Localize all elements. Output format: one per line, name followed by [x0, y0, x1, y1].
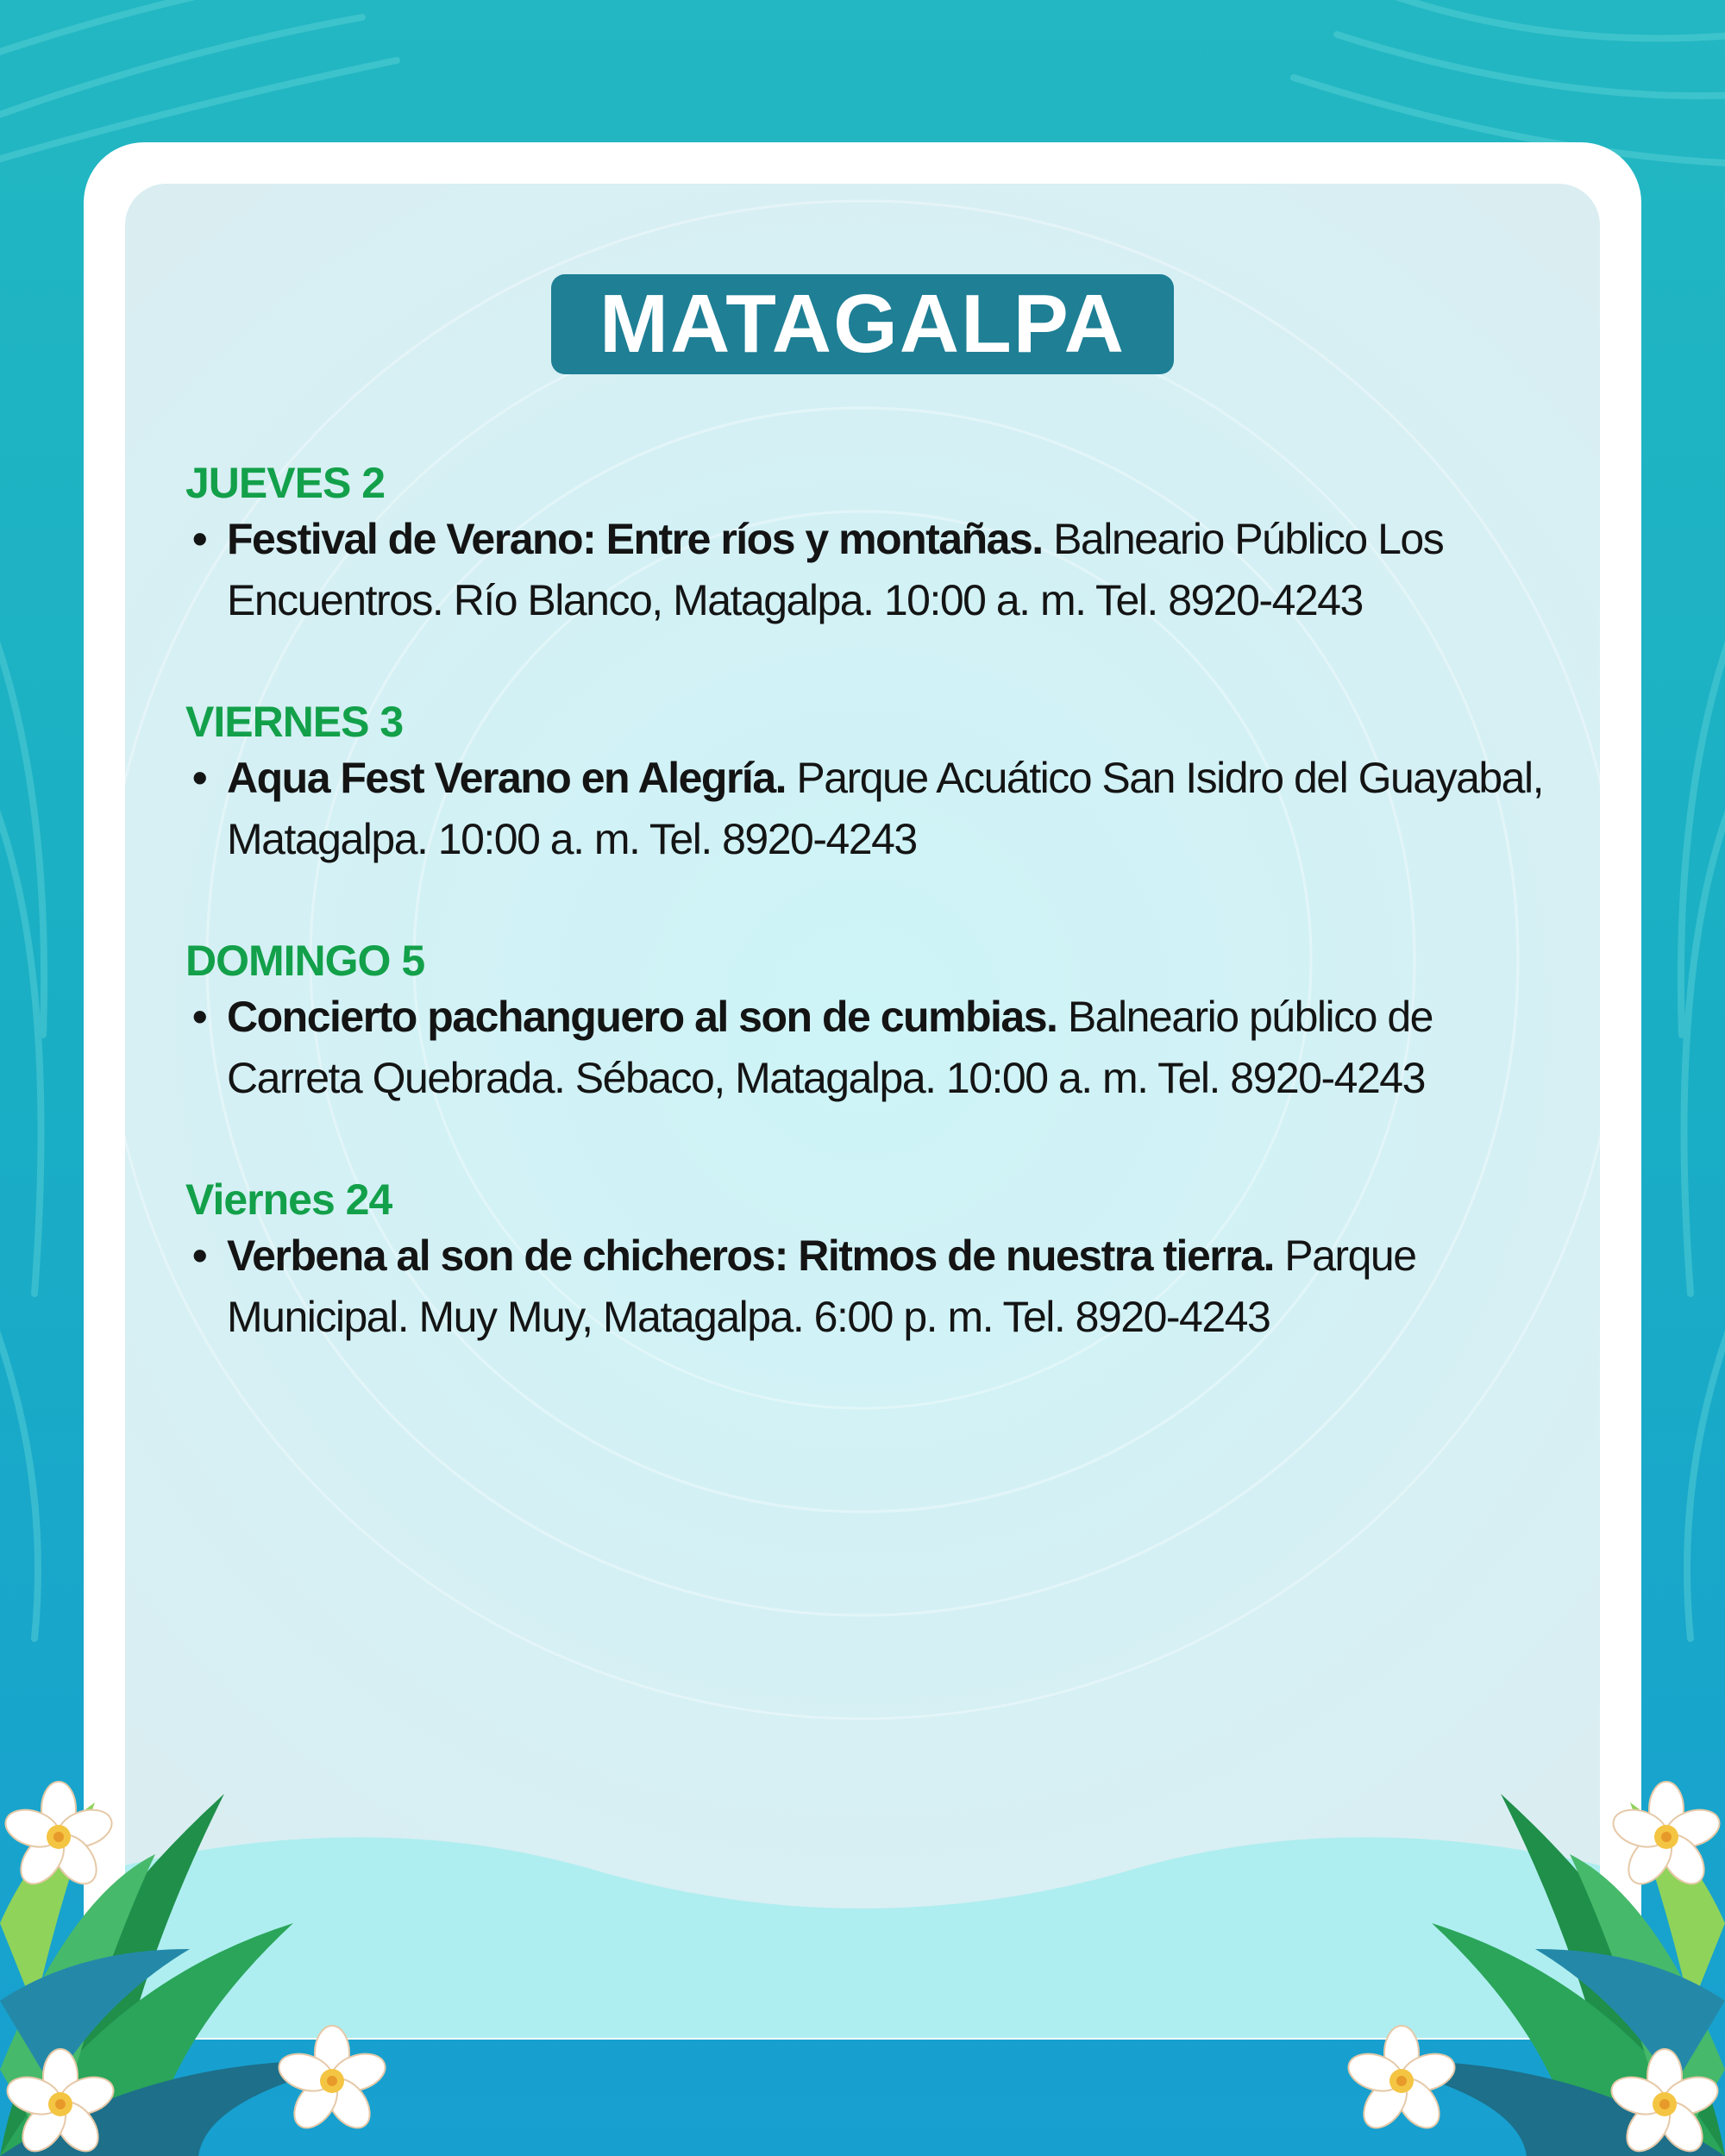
event-name: Festival de Verano: Entre ríos y montañas. — [227, 515, 1043, 563]
event-details: Balneario público de Carreta Quebrada. Sébaco, Matagalpa. 10:00 a. m. Tel. 8920-4243 — [227, 993, 1433, 1102]
event-details: Parque Municipal. Muy Muy, Matagalpa. 6:00 p. m. Tel. 8920-4243 — [227, 1232, 1416, 1341]
event-block — [185, 1174, 1548, 1348]
event-day: JUEVES 2 — [185, 459, 386, 507]
page-title: MATAGALPA — [599, 278, 1126, 370]
bullet-icon: • — [192, 1232, 207, 1280]
bullet-icon: • — [192, 993, 207, 1041]
bullet-icon: • — [192, 515, 207, 563]
event-name: Concierto pachanguero al son de cumbias. — [227, 993, 1057, 1041]
events-list — [185, 457, 1548, 1413]
event-block — [185, 696, 1548, 870]
event-item — [185, 987, 1548, 1109]
event-details: Balneario Público Los Encuentros. Río Blanco, Matagalpa. 10:00 a. m. Tel. 8920-4243 — [227, 515, 1444, 624]
event-block — [185, 457, 1548, 631]
event-name: Aqua Fest Verano en Alegría. — [227, 754, 787, 802]
event-day: DOMINGO 5 — [185, 937, 425, 985]
event-item — [185, 1225, 1548, 1348]
bullet-icon: • — [192, 754, 207, 802]
page-title-badge — [551, 274, 1174, 374]
event-day: Viernes 24 — [185, 1175, 392, 1224]
event-details: Parque Acuático San Isidro del Guayabal, Matagalpa. 10:00 a. m. Tel. 8920-4243 — [227, 754, 1543, 863]
event-block — [185, 935, 1548, 1109]
event-name: Verbena al son de chicheros: Ritmos de nuestra tierra. — [227, 1232, 1274, 1280]
event-day: VIERNES 3 — [185, 698, 404, 746]
event-item — [185, 509, 1548, 631]
event-item — [185, 748, 1548, 870]
